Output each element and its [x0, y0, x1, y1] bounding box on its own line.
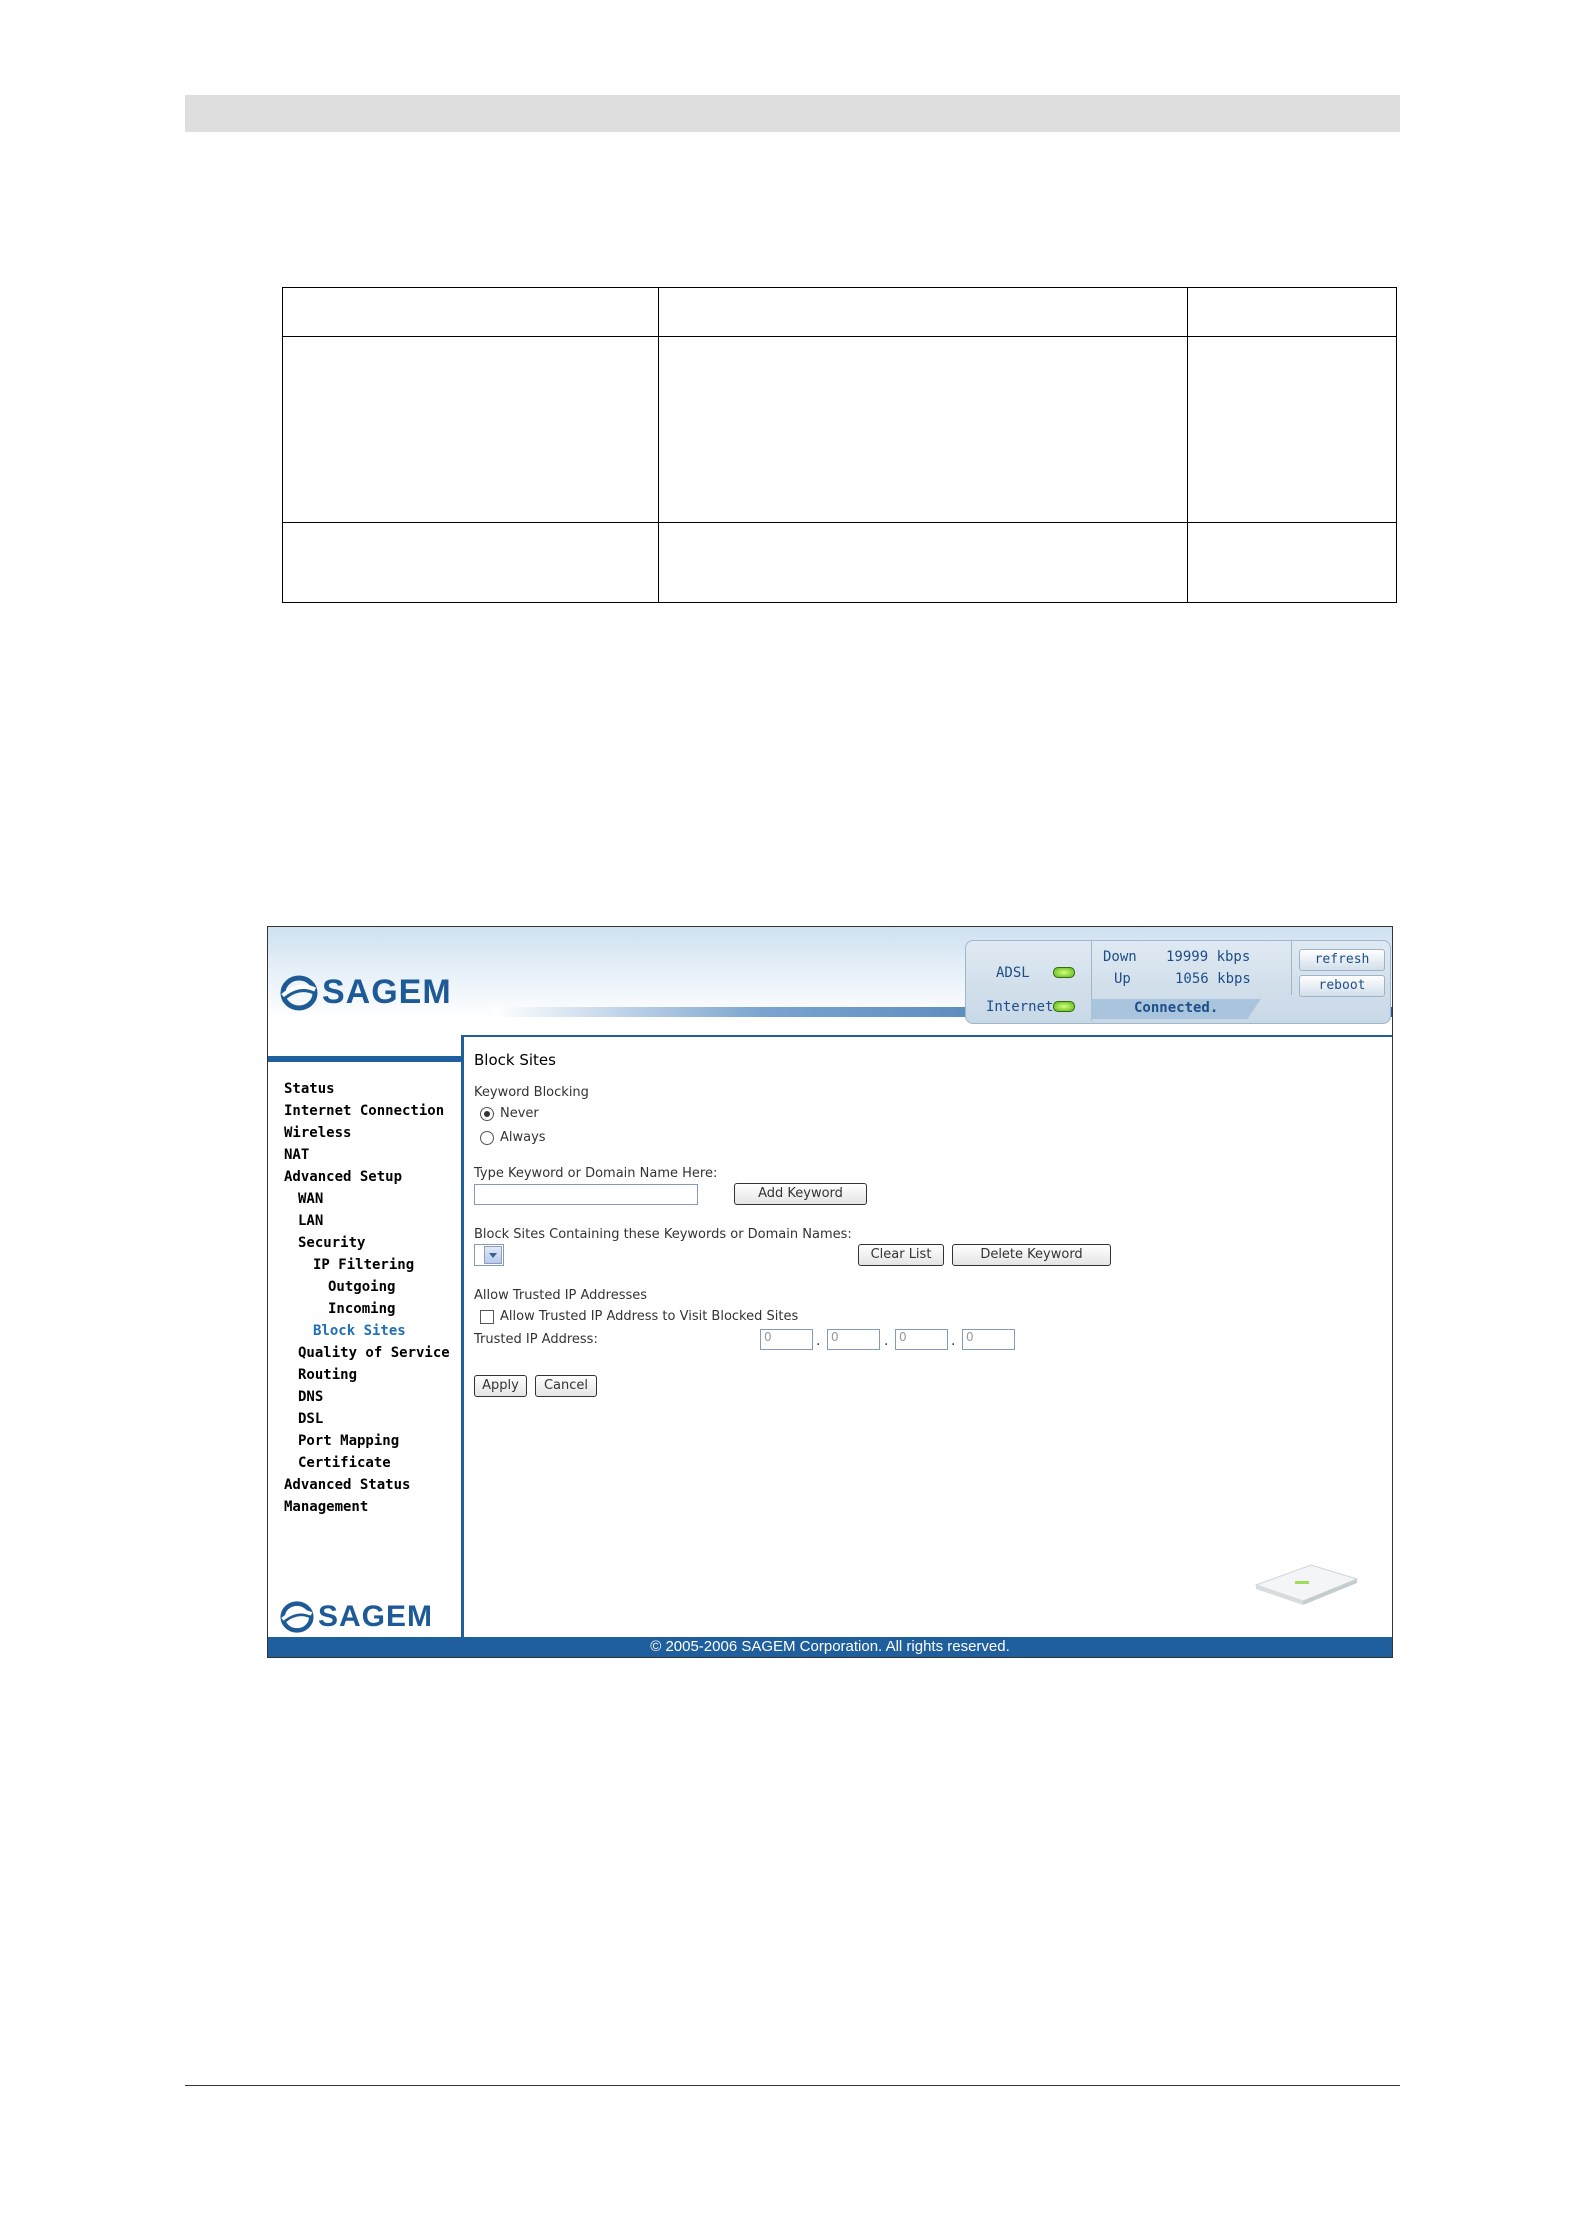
delete-keyword-button[interactable]: Delete Keyword: [952, 1244, 1111, 1266]
trusted-ip-octet-4[interactable]: 0: [962, 1329, 1015, 1350]
radio-always-indicator[interactable]: [480, 1131, 494, 1145]
adsl-label: ADSL: [996, 965, 1030, 981]
logo-text: SAGEM: [322, 973, 452, 1011]
router-device-icon: [1251, 1557, 1361, 1607]
document-footer-rule: [185, 2085, 1400, 2086]
allow-trusted-checkbox-box[interactable]: [480, 1310, 494, 1324]
nav-block-sites[interactable]: Block Sites: [313, 1323, 406, 1339]
document-header-bar: [185, 95, 1400, 132]
nav-border-right: [461, 1035, 464, 1637]
table-cell: [283, 288, 659, 337]
nav-status[interactable]: Status: [284, 1081, 335, 1097]
blocked-list-label: Block Sites Containing these Keywords or Domain Names:: [474, 1227, 852, 1242]
document-table: [282, 287, 1397, 603]
nav-management[interactable]: Management: [284, 1499, 369, 1515]
nav-advanced-setup[interactable]: Advanced Setup: [284, 1169, 403, 1185]
radio-never-label: Never: [500, 1106, 539, 1121]
logo-text: SAGEM: [318, 1600, 434, 1633]
sagem-logo: [280, 973, 452, 1012]
table-cell: [659, 523, 1188, 603]
nav-lan[interactable]: LAN: [298, 1213, 324, 1229]
table-cell: [1188, 288, 1397, 337]
adsl-led-icon: [1053, 967, 1075, 978]
nav-wireless[interactable]: Wireless: [284, 1125, 352, 1141]
page-title: Block Sites: [474, 1051, 556, 1069]
internet-label: Internet: [986, 999, 1054, 1015]
content-border-top: [461, 1035, 1392, 1037]
sagem-swirl-icon: [280, 1600, 314, 1634]
allow-trusted-checkbox-label: Allow Trusted IP Address to Visit Blocked Sites: [500, 1309, 799, 1324]
nav-routing[interactable]: Routing: [298, 1367, 358, 1383]
blocked-keywords-select[interactable]: [474, 1244, 504, 1266]
ip-separator: .: [884, 1333, 889, 1349]
trusted-section-label: Allow Trusted IP Addresses: [474, 1288, 648, 1303]
internet-led-icon: [1053, 1001, 1075, 1012]
chevron-down-icon[interactable]: [484, 1246, 502, 1264]
radio-always[interactable]: [480, 1130, 546, 1145]
table-cell: [659, 337, 1188, 523]
cancel-button[interactable]: Cancel: [535, 1375, 597, 1397]
nav-nat[interactable]: NAT: [284, 1147, 310, 1163]
down-label: Down: [1103, 949, 1137, 965]
clear-list-button[interactable]: Clear List: [858, 1244, 944, 1266]
sagem-logo-footer: [280, 1600, 433, 1634]
connection-status-text: Connected.: [1134, 1000, 1219, 1016]
nav-border-top: [268, 1056, 463, 1062]
down-value: 19999 kbps: [1166, 949, 1251, 965]
apply-button[interactable]: Apply: [474, 1375, 527, 1397]
sagem-swirl-icon: [280, 974, 318, 1012]
nav-internet-connection[interactable]: Internet Connection: [284, 1103, 445, 1119]
radio-always-label: Always: [500, 1130, 546, 1145]
trusted-ip-label: Trusted IP Address:: [474, 1332, 598, 1347]
nav-certificate[interactable]: Certificate: [298, 1455, 391, 1471]
table-cell: [659, 288, 1188, 337]
add-keyword-button[interactable]: Add Keyword: [734, 1183, 867, 1205]
nav-incoming[interactable]: Incoming: [328, 1301, 396, 1317]
connection-status-panel: [965, 940, 1391, 1024]
trusted-ip-octet-2[interactable]: 0: [827, 1329, 880, 1350]
up-value: 1056 kbps: [1175, 971, 1251, 987]
nav-ip-filtering[interactable]: IP Filtering: [313, 1257, 415, 1273]
router-web-ui-screenshot: [267, 926, 1393, 1658]
nav-security[interactable]: Security: [298, 1235, 366, 1251]
up-label: Up: [1114, 971, 1131, 987]
copyright-text: © 2005-2006 SAGEM Corporation. All rights reserved.: [650, 1638, 1010, 1655]
nav-port-mapping[interactable]: Port Mapping: [298, 1433, 400, 1449]
nav-wan[interactable]: WAN: [298, 1191, 324, 1207]
keyword-blocking-label: Keyword Blocking: [474, 1085, 589, 1100]
table-cell: [283, 337, 659, 523]
nav-quality-of-service[interactable]: Quality of Service: [298, 1345, 450, 1361]
radio-never[interactable]: [480, 1106, 539, 1121]
refresh-button[interactable]: refresh: [1299, 949, 1385, 971]
reboot-button[interactable]: reboot: [1299, 975, 1385, 997]
trusted-ip-octet-3[interactable]: 0: [895, 1329, 948, 1350]
allow-trusted-checkbox[interactable]: [480, 1309, 798, 1324]
table-cell: [1188, 337, 1397, 523]
nav-outgoing[interactable]: Outgoing: [328, 1279, 396, 1295]
ip-separator: .: [951, 1333, 956, 1349]
keyword-input-label: Type Keyword or Domain Name Here:: [474, 1166, 718, 1181]
nav-advanced-status[interactable]: Advanced Status: [284, 1477, 411, 1493]
radio-never-indicator[interactable]: [480, 1107, 494, 1121]
table-cell: [1188, 523, 1397, 603]
table-cell: [283, 523, 659, 603]
ip-separator: .: [816, 1333, 821, 1349]
nav-dns[interactable]: DNS: [298, 1389, 324, 1405]
trusted-ip-octet-1[interactable]: 0: [760, 1329, 813, 1350]
sidebar-nav: [284, 1081, 459, 1521]
nav-dsl[interactable]: DSL: [298, 1411, 324, 1427]
keyword-input[interactable]: [474, 1184, 698, 1205]
